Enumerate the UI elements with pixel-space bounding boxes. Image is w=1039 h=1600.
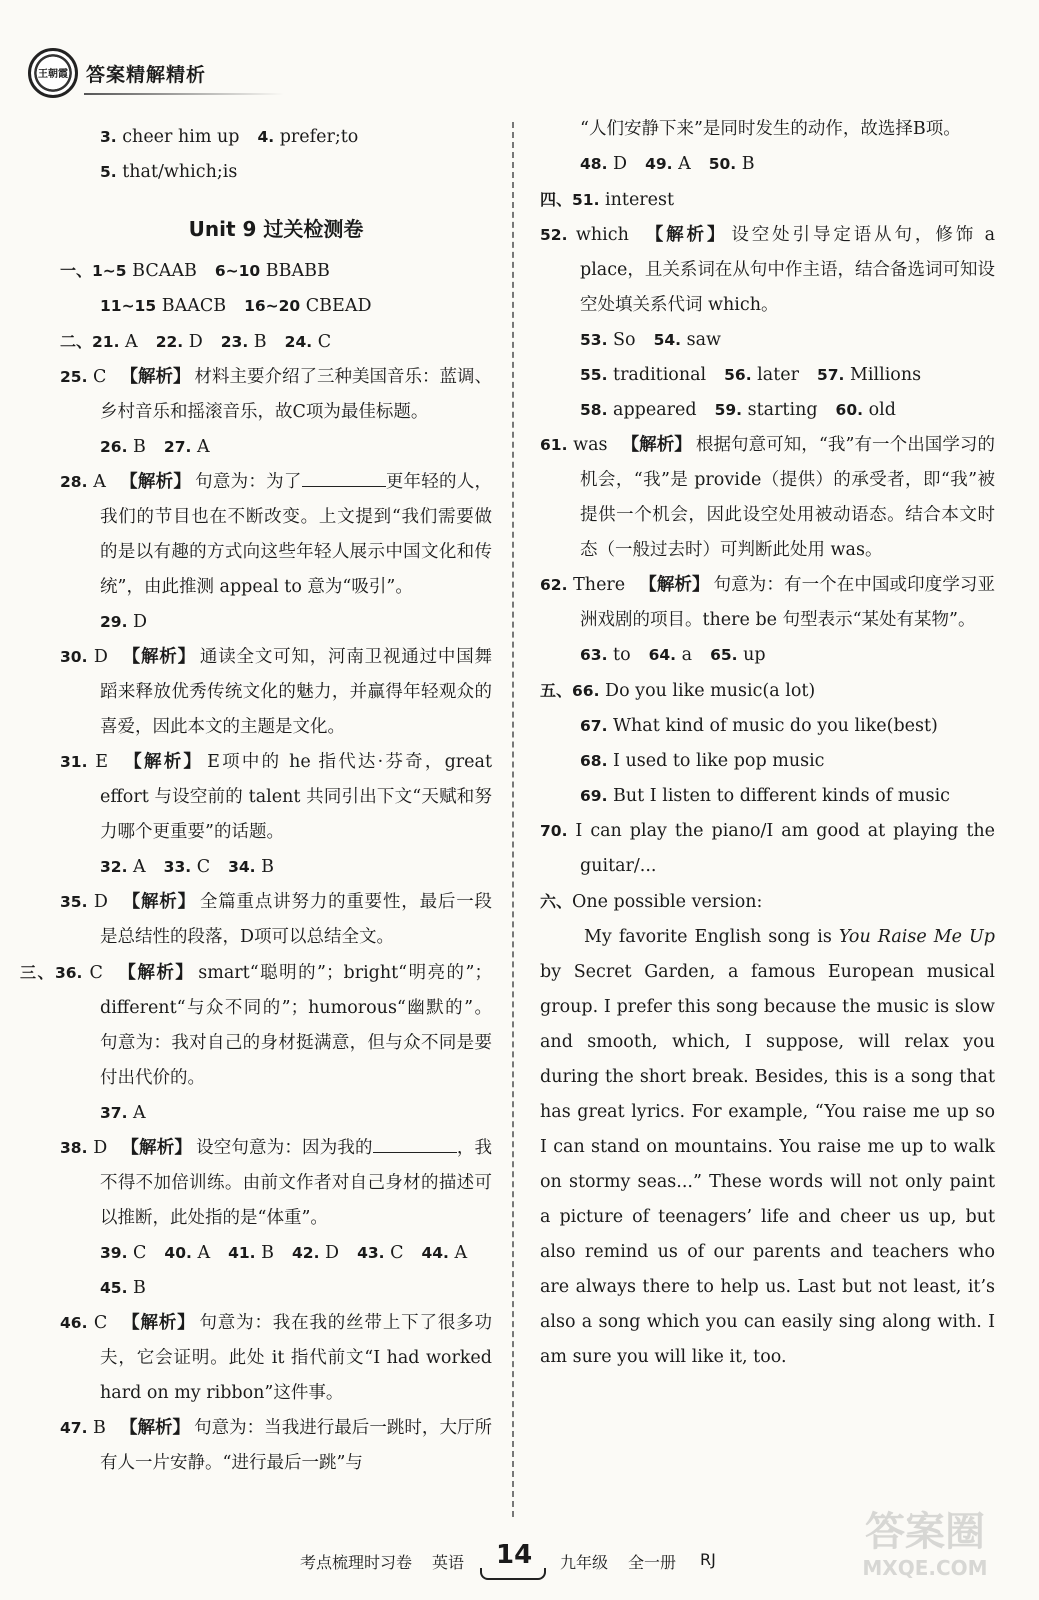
answer-text: D [87,647,108,667]
header-rule [84,93,284,95]
question-number: 11~15 [100,297,157,315]
answer-text: starting [742,400,818,420]
answer-text: C [87,1313,108,1333]
explanation-tag: 【解析】 [121,892,196,912]
question-number: 60. [835,401,864,419]
answer-line [60,1096,492,1131]
question-number: 45. [100,1279,128,1297]
question-number: 39. [100,1244,128,1262]
answer-text: There [567,575,626,595]
footer-grade: 九年级 [560,1553,609,1572]
explanation-tag: 【解析】 [116,963,195,983]
answer-text: later [751,365,799,385]
question-number: 30. [60,648,88,666]
question-number: 32. [100,858,128,876]
question-number: 6~10 [214,262,261,280]
answer-line [540,814,995,884]
answer-text: B [255,1243,274,1263]
footer-book: 考点梳理时习卷 [300,1553,413,1572]
question-number: 46. [60,1314,88,1332]
answer-explanation [60,1131,492,1236]
answer-text: D [87,1138,108,1158]
question-number: 49. [645,155,673,173]
answer-line [60,155,492,190]
section-label: 五、 [540,681,573,700]
explanation-tag: 【解析】 [121,647,196,667]
song-title: You Raise Me Up [838,927,995,947]
answer-text: B [87,1418,106,1438]
answer-text: BAACB [156,296,227,316]
answer-text: interest [599,190,675,210]
question-number: 53. [580,331,608,349]
answer-text: A [127,857,146,877]
answer-text: A [448,1243,468,1263]
answer-text: saw [681,330,721,350]
question-number: 34. [228,858,256,876]
question-number: 16~20 [244,297,301,315]
answer-explanation [60,360,492,430]
page-number-bracket [480,1568,546,1580]
answer-text: B [248,332,267,352]
answer-explanation [60,745,492,850]
explanation-tag: 【解析】 [121,1313,196,1333]
explanation-tag: 【解析】 [639,575,710,595]
answer-explanation [20,955,492,1096]
explanation-tag: 【解析】 [119,1418,191,1438]
answer-text: C [384,1243,404,1263]
section-label: 四、 [540,190,573,209]
question-number: 43. [357,1244,385,1262]
question-number: 55. [580,366,608,384]
answer-text: smart“聪明的”；bright“明亮的”；different“与众不同的”；humorous“幽默的”。句意为：我对自己的身材挺满意，但与众不同是要付出代价的。 [100,963,492,1088]
question-number: 29. [100,613,128,631]
question-number: 65. [710,646,738,664]
answer-text: up [737,645,766,665]
answer-text: appeared [607,400,697,420]
section-intro [540,884,995,920]
question-number: 63. [580,646,608,664]
answer-text: I can play the piano/I am good at playing the guitar/... [567,821,995,876]
answer-text: I used to like pop music [607,751,825,771]
answer-text: by Secret Garden, a famous European musical group. I prefer this song because the music is slow and smooth, which, I suppose, will relax you during the short break. Besides, this is a song that has great lyrics. For example, “You raise me up so I can stand on mountains. You raise me up to walk on stormy seas...” These words will not only paint a picture of teenagers’ life and cheer us up, but also remind us of our parents and teachers who are always there to help us. Last but not least, it’s also a song which you can easily sing along with. I am sure you will like it, too. [540,962,995,1367]
question-number: 38. [60,1139,88,1157]
answer-text: A [119,332,138,352]
question-number: 66. [572,682,600,700]
answer-text: BCAAB [126,261,197,281]
answer-text: 更年轻的人，我们的节目也在不断改变。上文提到“我们需要做的是以有趣的方式向这些年轻人展示中国文化和传统”，由此推测 appeal to 意为“吸引”。 [100,472,493,597]
answer-text: B [736,154,755,174]
answer-text: 通读全文可知，河南卫视通过中国舞蹈来释放优秀传统文化的魅力，并赢得年轻观众的喜爱，因此本文的主题是文化。 [100,647,493,737]
section-label: 六、 [540,892,573,911]
question-number: 27. [163,438,192,456]
explanation-tag: 【解析】 [621,435,692,455]
section-label: 二、 [60,332,93,351]
answer-line [540,744,995,779]
answer-explanation [540,428,995,568]
model-essay [540,920,995,1375]
question-number: 28. [60,473,88,491]
answer-text: C [312,332,332,352]
question-number: 42. [292,1244,320,1262]
question-number: 62. [540,576,568,594]
answer-text: C [191,857,211,877]
answer-text: 设空句意为：因为我的 [196,1138,373,1158]
question-number: 23. [220,333,249,351]
question-number: 4. [257,128,275,146]
question-number: 59. [714,401,743,419]
page-header [22,48,502,100]
answer-line [540,147,995,182]
answer-text: D [87,892,108,912]
answer-text: C [127,1243,147,1263]
answer-line [60,120,492,155]
answer-text: was [567,435,608,455]
question-number: 50. [708,155,737,173]
question-number: 58. [580,401,608,419]
answer-text: D [127,612,148,632]
question-number: 37. [100,1104,128,1122]
explanation-tag: 【解析】 [121,1138,193,1158]
logo-text: 王朝霞 [38,69,68,80]
question-number: 57. [816,366,845,384]
watermark-text: 答案圈 [865,1509,985,1555]
answer-text: D [183,332,203,352]
footer-edition: RJ [700,1550,716,1569]
answer-explanation [60,640,492,745]
question-number: 64. [648,646,677,664]
answer-text: E [87,752,109,772]
answer-line [60,605,492,640]
header-title: 答案精解精析 [86,64,207,86]
answer-text: A [672,154,691,174]
brand-logo [28,48,78,98]
question-number: 44. [421,1244,449,1262]
question-number: 5. [100,163,117,181]
answer-text: A [191,1243,211,1263]
question-number: 26. [100,438,128,456]
question-number: 51. [572,191,600,209]
answer-text: C [82,963,103,983]
question-number: 3. [100,128,117,146]
answer-explanation [60,885,492,955]
question-number: 56. [724,366,752,384]
question-number: 36. [54,964,83,982]
fill-blank [373,1134,457,1153]
answer-text: that/which;is [116,162,238,182]
answer-text: C [87,367,107,387]
answer-text: 句意为：为了 [195,472,302,492]
answer-explanation [60,1306,492,1411]
answer-text: traditional [607,365,707,385]
answer-text: So [607,330,636,350]
answer-text: 根据句意可知，“我”有一个出国学习的机会，“我”是 provide（提供）的承受者，即“我”被提供一个机会，因此设空处用被动语态。结合本文时态（一般过去时）可判断此处用 was。 [580,435,995,560]
question-number: 61. [540,436,568,454]
question-number: 35. [60,893,88,911]
answer-text: which [567,225,629,245]
question-number: 31. [60,753,88,771]
explanation-tag: 【解析】 [120,367,191,387]
answer-text: 材料主要介绍了三种美国音乐：蓝调、乡村音乐和摇滚音乐，故C项为最佳标题。 [100,367,493,422]
watermark-url: MXQE.COM [862,1556,988,1580]
answer-text: E项中的 he 指代达·芬奇，great effort 与设空前的 talent 共同引出下文“天赋和努力哪个更重要”的话题。 [100,752,492,842]
answer-line [540,393,995,428]
answer-text: What kind of music do you like(best) [607,716,938,736]
answer-line [540,638,995,673]
answer-text: old [863,400,896,420]
footer-volume: 全一册 [628,1553,677,1572]
question-number: 69. [580,787,608,805]
answer-text: A [191,437,210,457]
answer-line [60,430,492,465]
question-number: 48. [580,155,608,173]
question-number: 22. [155,333,184,351]
site-watermark [835,1508,1015,1588]
answer-text: 句意为：我在我的丝带上下了很多功夫，它会证明。此处 it 指代前文“I had worked hard on my ribbon”这件事。 [100,1313,493,1403]
answer-text: 设空处引导定语从句，修饰 a place，且关系词在从句中作主语，结合备选词可知设空处填关系代词 which。 [580,225,996,315]
question-number: 68. [580,752,608,770]
answer-line [540,323,995,358]
answer-text: 句意为：当我进行最后一跳时，大厅所有人一片安静。“进行最后一跳”与 [100,1418,492,1473]
footer-subject: 英语 [432,1553,465,1572]
answer-text: But I listen to different kinds of music [607,786,950,806]
question-number: 21. [92,333,120,351]
question-number: 67. [580,717,608,735]
page-number: 14 [496,1540,533,1570]
section-label: 一、 [60,261,93,280]
answer-text: 全篇重点讲努力的重要性，最后一段是总结性的段落，D项可以总结全文。 [100,892,493,947]
answer-line [540,358,995,393]
answer-text: ，我不得不加倍训练。由前文作者对自己身材的描述可以推断，此处指的是“体重”。 [100,1138,493,1228]
answer-explanation [60,1411,492,1481]
answer-text: Millions [844,365,922,385]
question-number: 33. [163,858,192,876]
answer-line [540,182,995,218]
answer-text: CBEAD [300,296,372,316]
answer-text: B [127,1278,146,1298]
answer-text: A [87,472,106,492]
explanation-tag: 【解析】 [642,225,728,245]
question-number: 24. [284,333,313,351]
answer-text: B [255,857,274,877]
question-number: 54. [653,331,682,349]
answer-line [60,324,492,360]
answer-explanation [540,218,995,323]
answer-line [60,1236,492,1271]
answer-text: My favorite English song is [584,927,839,947]
answer-text: A [127,1103,146,1123]
right-column [540,112,995,1375]
answer-explanation [540,568,995,638]
answer-line [540,779,995,814]
question-number: 41. [228,1244,256,1262]
answer-text: D [607,154,628,174]
question-number: 1~5 [92,262,127,280]
answer-text: 句意为：有一个在中国或印度学习亚洲戏剧的项目。there be 句型表示“某处有某物”。 [580,575,996,630]
answer-text: prefer;to [274,127,359,147]
question-number: 40. [164,1244,192,1262]
answer-line [60,289,492,324]
question-number: 25. [60,368,88,386]
answer-text: D [319,1243,340,1263]
section-label: 三、 [20,963,55,982]
answer-text: One possible version: [572,892,763,912]
answer-line [60,253,492,289]
answer-line [60,850,492,885]
answer-text: Do you like music(a lot) [599,681,816,701]
answer-explanation [60,465,492,605]
question-number: 47. [60,1419,88,1437]
answer-line [540,673,995,709]
question-number: 52. [540,226,568,244]
explanation-tag: 【解析】 [122,752,204,772]
answer-line [540,709,995,744]
answer-text: BBABB [260,261,330,281]
explanation-tag: 【解析】 [119,472,192,492]
answer-text: a [676,645,693,665]
answer-text: to [607,645,631,665]
unit-title: Unit 9 过关检测卷 [188,217,364,241]
answer-text: B [127,437,146,457]
question-number: 70. [540,822,568,840]
fill-blank [302,468,386,487]
answer-text: cheer him up [116,127,240,147]
left-column [20,120,493,1481]
column-divider [512,122,514,1517]
answer-line [60,1271,492,1306]
explanation-continued: “人们安静下来”是同时发生的动作，故选择B项。 [580,119,961,139]
